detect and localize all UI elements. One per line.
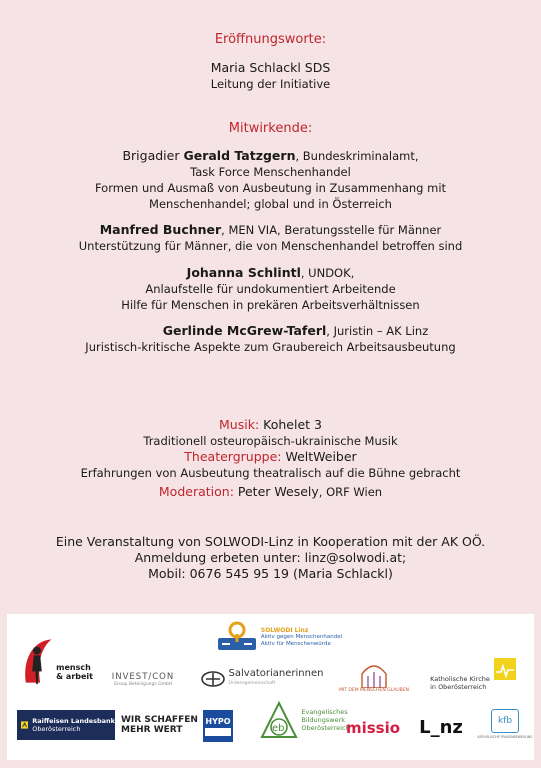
moderation-org: , ORF Wien xyxy=(318,485,383,499)
contributor-tatzgern xyxy=(0,148,541,212)
solwodi-logo xyxy=(209,618,349,656)
evangelisches-bildungswerk-text: Bildungswerk xyxy=(301,716,346,724)
contributor-line: Task Force Menschenhandel xyxy=(190,165,351,179)
hypo-text: HYPO xyxy=(205,716,231,726)
investcon-name: INVEST/CON xyxy=(111,671,175,682)
kfb-box xyxy=(491,709,519,733)
contributor-org: , MEN VIA, Beratungsstelle für Männer xyxy=(221,223,442,237)
contributor-rank: Brigadier xyxy=(122,148,184,163)
opening-heading: Eröffnungsworte: xyxy=(214,32,327,47)
evangelisches-bildungswerk-text: Evangelisches xyxy=(301,708,348,716)
music-label: Musik: xyxy=(219,417,264,432)
contributor-line: Formen und Ausmaß von Ausbeutung in Zusammenhang mit xyxy=(94,181,447,195)
contributor-buchner xyxy=(0,222,541,254)
raiffeisen-text: Raiffeisen Landesbank xyxy=(32,717,115,725)
theater-label: Theatergruppe: xyxy=(184,449,286,464)
contributors-section xyxy=(0,120,541,355)
contributors-heading: Mitwirkende: xyxy=(228,121,313,136)
raiffeisen-logo xyxy=(17,710,115,740)
footer-organizer: Eine Veranstaltung von SOLWODI-Linz in Kooperation mit der AK OÖ. xyxy=(55,534,486,549)
contributor-org: , Bundeskriminalamt, xyxy=(295,149,419,163)
contributor-schlintl xyxy=(0,265,541,313)
solwodi-tagline: Aktiv gegen Menschenhandel xyxy=(260,633,343,640)
wir-schaffen-text: MEHR WERT xyxy=(121,725,183,735)
investcon-subtitle: Group Beteiligungs GmbH xyxy=(113,681,173,687)
raiffeisen-emblem-icon xyxy=(21,718,28,732)
katholische-kirche-emblem-icon xyxy=(494,658,516,680)
salvatorianerinnen-subtitle: Ordensgemeinschaft xyxy=(228,681,276,686)
solwodi-emblem-icon xyxy=(216,620,258,654)
footer-registration: Anmeldung erbeten unter: linz@solwodi.at; xyxy=(134,550,407,565)
katholische-kirche-text: Katholische Kirche xyxy=(430,675,490,683)
salvatorianerinnen-emblem-icon xyxy=(201,671,225,687)
contributor-line: Unterstützung für Männer, die von Menschenhandel betroffen sind xyxy=(78,239,463,253)
katholische-kirche-logo xyxy=(419,654,527,698)
mariahilf-emblem-icon xyxy=(359,662,389,688)
kfb-subtitle: KATHOLISCHE FRAUENBEWEGUNG xyxy=(477,735,533,739)
theater-name: WeltWeiber xyxy=(285,449,357,464)
evangelisches-bildungswerk-emblem-icon xyxy=(260,701,298,739)
mariahilf-logo xyxy=(335,658,413,696)
mensch-arbeit-emblem-icon xyxy=(21,630,56,692)
solwodi-tagline: Aktiv für Menschenwürde xyxy=(260,640,331,647)
footer-section xyxy=(0,534,541,582)
mensch-arbeit-logo xyxy=(21,628,93,694)
missio-logo xyxy=(341,716,405,740)
contributor-line: Juristisch-kritische Aspekte zum Graubereich Arbeitsausbeutung xyxy=(85,340,456,354)
contributor-org: , UNDOK, xyxy=(300,266,355,280)
contributor-line: Hilfe für Menschen in prekären Arbeitsverhältnissen xyxy=(121,298,420,312)
kfb-logo xyxy=(477,704,533,744)
theater-description: Erfahrungen von Ausbeutung theatralisch auf die Bühne gebracht xyxy=(80,466,461,480)
opening-speaker-name: Maria Schlackl SDS xyxy=(210,60,331,75)
linz-logo xyxy=(410,714,472,740)
mensch-arbeit-text: & arbeit xyxy=(56,672,93,681)
svg-text:eb: eb xyxy=(272,723,285,734)
wir-schaffen-logo xyxy=(121,710,201,740)
kfb-text: kfb xyxy=(497,716,513,726)
sponsor-logos xyxy=(7,614,534,760)
missio-text: missio xyxy=(345,719,401,737)
katholische-kirche-text: in Oberösterreich xyxy=(430,683,487,691)
moderation-name: Peter Wesely xyxy=(237,484,319,499)
opening-section xyxy=(0,31,541,92)
contributor-mcgrew-taferl xyxy=(0,323,541,355)
raiffeisen-text: Oberösterreich xyxy=(32,725,81,733)
contributor-org: , Juristin – AK Linz xyxy=(326,324,429,338)
contributor-name: Manfred Buchner xyxy=(99,222,222,237)
contributor-name: Gerlinde McGrew-Taferl xyxy=(162,323,327,338)
opening-speaker-role: Leitung der Initiative xyxy=(210,77,331,91)
wir-schaffen-text: WIR SCHAFFEN xyxy=(121,715,198,725)
hypo-logo xyxy=(203,710,233,742)
contributor-line: Menschenhandel; global und in Österreich xyxy=(149,197,392,211)
investcon-logo xyxy=(100,666,186,692)
solwodi-name: SOLWODI Linz xyxy=(260,626,309,634)
linz-text: L_nz xyxy=(419,716,463,738)
salvatorianerinnen-name: Salvatorianerinnen xyxy=(228,668,324,679)
music-name: Kohelet 3 xyxy=(263,417,322,432)
footer-mobile: Mobil: 0676 545 95 19 (Maria Schlackl) xyxy=(148,566,393,581)
contributor-line: Anlaufstelle für undokumentiert Arbeitende xyxy=(145,282,396,296)
moderation-label: Moderation: xyxy=(158,484,238,499)
salvatorianerinnen-logo xyxy=(197,665,327,693)
mariahilf-subtitle: MIT DEM MENSCHEN GLAUBEN xyxy=(339,687,409,693)
program-section xyxy=(0,417,541,500)
evangelisches-bildungswerk-text: Oberösterreich xyxy=(301,724,350,732)
hypo-stripe xyxy=(205,728,231,736)
contributor-name: Johanna Schlintl xyxy=(186,265,301,280)
mensch-arbeit-text: mensch xyxy=(56,663,91,672)
contributor-name: Gerald Tatzgern xyxy=(183,148,296,163)
music-description: Traditionell osteuropäisch-ukrainische Musik xyxy=(143,434,398,448)
